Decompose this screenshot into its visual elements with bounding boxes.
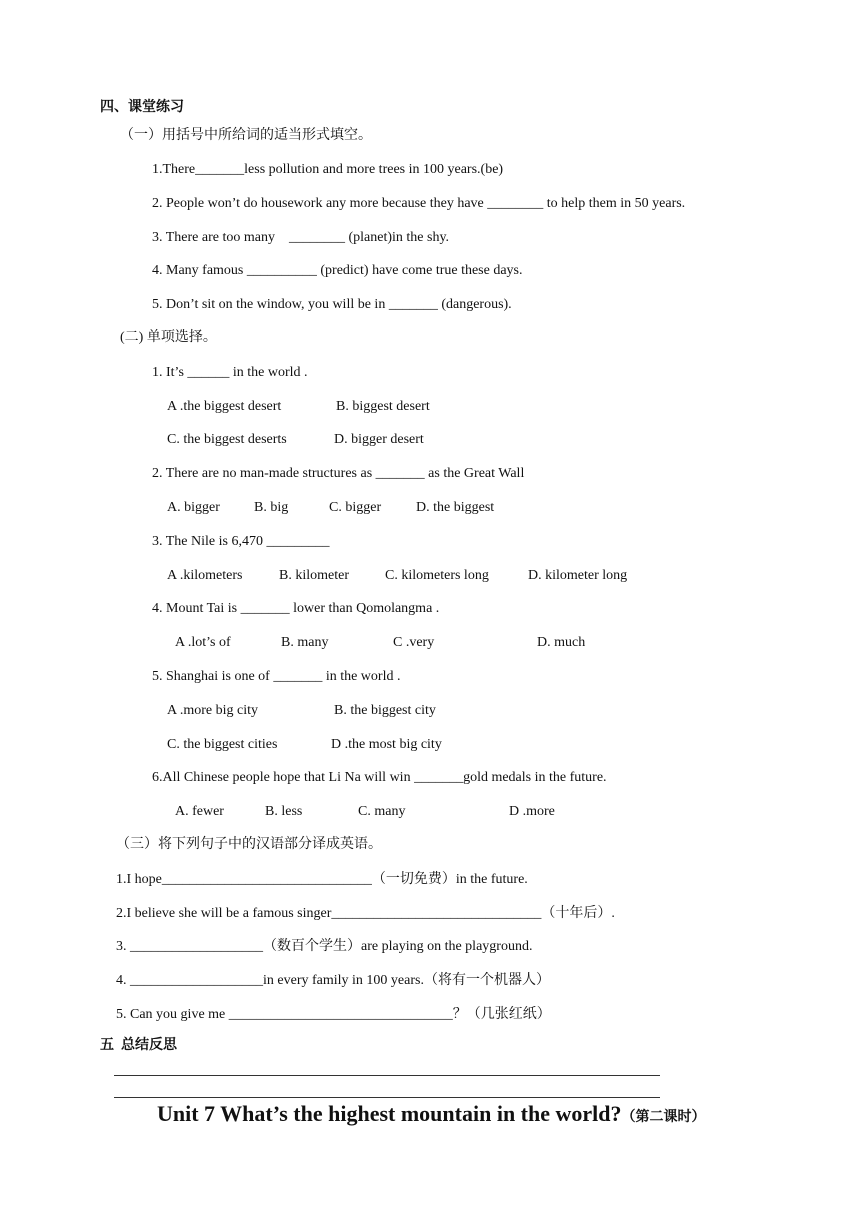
mc-q4-option-c: C .very [393,635,435,650]
mc-q4-option-a: A .lot’s of [175,635,231,650]
mc-q5-option-a: A .more big city [167,703,258,718]
mc-q2-option-c: C. bigger [329,500,382,515]
translate-item-2: 2.I believe she will be a famous singer______________________________（十年后）. [116,906,615,921]
mc-q4-option-d: D. much [537,635,586,650]
mc-q5-stem: 5. Shanghai is one of _______ in the world . [152,669,401,684]
mc-q6-option-a: A. fewer [175,804,224,819]
translate-item-1: 1.I hope______________________________（一切免费）in the future. [116,872,528,887]
mc-q6-stem: 6.All Chinese people hope that Li Na will win _______gold medals in the future. [152,770,607,785]
mc-q1-stem: 1. It’s ______ in the world . [152,365,308,380]
mc-q1-option-c: C. the biggest deserts [167,432,287,447]
fill-item-4: 4. Many famous __________ (predict) have come true these days. [152,263,523,278]
part-2-heading: (二) 单项选择。 [120,330,217,345]
section-4-heading: 四、课堂练习 [100,100,184,115]
mc-q6-option-b: B. less [265,804,303,819]
unit-title-lesson: （第二课时） [621,1110,706,1125]
mc-q1-option-d: D. bigger desert [334,432,424,447]
fill-item-5: 5. Don’t sit on the window, you will be in _______ (dangerous). [152,297,512,312]
reflection-line-1 [114,1075,660,1076]
unit-title [157,1100,706,1132]
fill-item-1: 1.There_______less pollution and more trees in 100 years.(be) [152,162,504,177]
part-1-heading: （一）用括号中所给词的适当形式填空。 [120,128,372,143]
mc-q4-option-b: B. many [281,635,329,650]
mc-q5-option-d: D .the most big city [331,737,442,752]
mc-q3-option-a: A .kilometers [167,568,243,583]
mc-q3-option-d: D. kilometer long [528,568,628,583]
mc-q5-option-b: B. the biggest city [334,703,436,718]
translate-item-4: 4. ___________________in every family in 100 years.（将有一个机器人） [116,973,550,988]
mc-q2-option-a: A. bigger [167,500,220,515]
mc-q3-option-c: C. kilometers long [385,568,489,583]
translate-item-5: 5. Can you give me ________________________________？（几张红纸） [116,1007,551,1022]
mc-q1-option-b: B. biggest desert [336,399,430,414]
mc-q5-option-c: C. the biggest cities [167,737,278,752]
part-3-heading: （三）将下列句子中的汉语部分译成英语。 [116,837,382,852]
mc-q2-option-d: D. the biggest [416,500,495,515]
mc-q2-stem: 2. There are no man-made structures as _______ as the Great Wall [152,466,525,481]
translate-item-3: 3. ___________________（数百个学生）are playing on the playground. [116,939,533,954]
unit-title-main: Unit 7 What’s the highest mountain in the world? [157,1101,622,1126]
section-5-heading: 五 总结反思 [100,1038,177,1053]
mc-q2-option-b: B. big [254,500,289,515]
mc-q3-option-b: B. kilometer [279,568,349,583]
mc-q4-stem: 4. Mount Tai is _______ lower than Qomolangma . [152,601,440,616]
mc-q6-option-c: C. many [358,804,406,819]
mc-q6-option-d: D .more [509,804,555,819]
mc-q1-option-a: A .the biggest desert [167,399,282,414]
fill-item-3: 3. There are too many ________ (planet)in the shy. [152,230,450,245]
fill-item-2: 2. People won’t do housework any more because they have ________ to help them in 50 years. [152,196,686,211]
mc-q3-stem: 3. The Nile is 6,470 _________ [152,534,330,549]
reflection-line-2 [114,1097,660,1098]
